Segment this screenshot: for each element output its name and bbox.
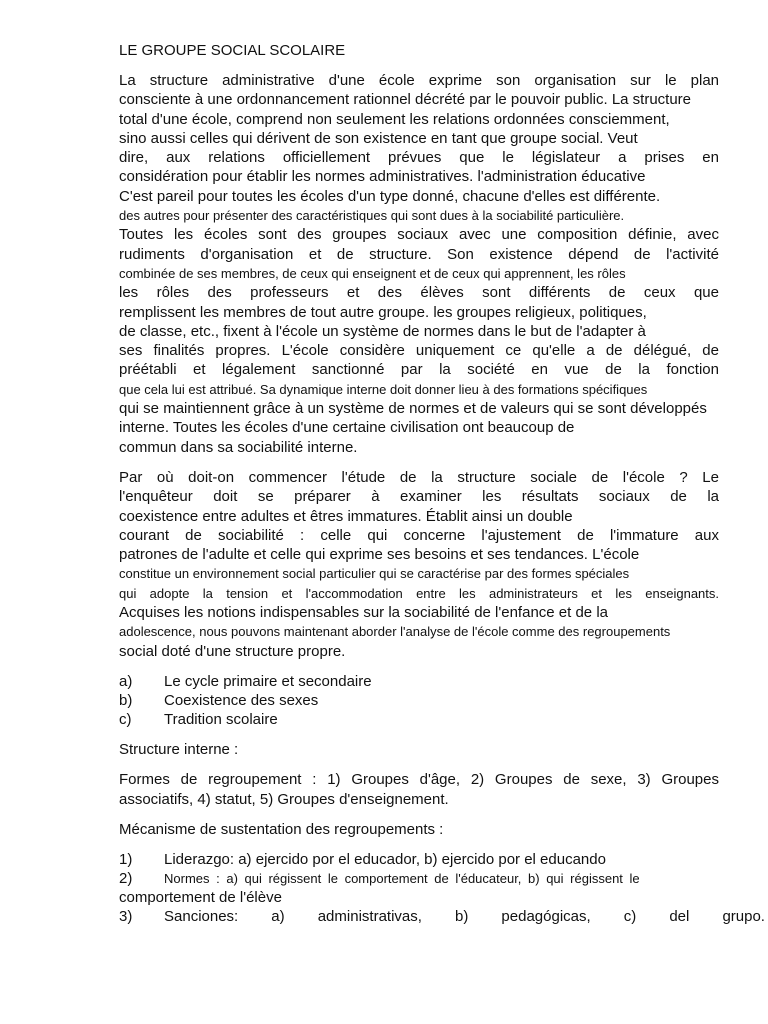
list-marker: 2) <box>119 870 133 888</box>
list-text: Tradition scolaire <box>164 710 278 728</box>
text-line: C'est pareil pour toutes les écoles d'un type donné, chacune d'elles est différente. <box>119 187 661 205</box>
text-line: Formes de regroupement : 1) Groupes d'âge, 2) Groupes de sexe, 3) Groupes <box>119 771 719 789</box>
list-text: Coexistence des sexes <box>164 691 319 709</box>
text-line: qui se maintiennent grâce à un système de normes et de valeurs qui se sont développés <box>119 400 707 418</box>
list-item <box>119 691 719 710</box>
list-word: c) <box>623 908 637 926</box>
list-text: Sanciones: <box>164 908 239 926</box>
text-line: associatifs, 4) statut, 5) Groupes d'enseignement. <box>119 790 449 808</box>
list-text: Normes : a) qui régissent le comportement de l'éducateur, b) qui régissent le <box>164 871 640 887</box>
text-line: coexistence entre adultes et êtres immatures. Établit ainsi un double <box>119 507 573 525</box>
text-line: adolescence, nous pouvons maintenant aborder l'analyse de l'école comme des regroupements <box>119 624 671 640</box>
paragraph-etude <box>119 468 719 661</box>
text-line: rudiments d'organisation et de structure. Son existence dépend de l'activité <box>119 245 719 263</box>
list-item <box>119 869 719 888</box>
paragraph-structure <box>119 71 719 457</box>
text-line: total d'une école, comprend non seulement les relations ordonnées consciemment, <box>119 110 670 128</box>
list-word: b) <box>455 908 469 926</box>
list-text-continued: comportement de l'élève <box>119 889 282 907</box>
text-line: constitue un environnement social particulier qui se caractérise par des formes spéciales <box>119 566 630 582</box>
text-line: La structure administrative d'une école exprime son organisation sur le plan <box>119 72 719 89</box>
text-line: préétabli et légalement sanctionné par la société en vue de la fonction <box>119 361 719 379</box>
list-text: Le cycle primaire et secondaire <box>164 672 372 690</box>
text-line: remplissent les membres de tout autre groupe. les groupes religieux, politiques, <box>119 303 647 321</box>
mecanisme-heading: Mécanisme de sustentation des regroupements : <box>119 820 444 838</box>
list-word: grupo. <box>722 908 765 926</box>
text-line: consciente à une ordonnancement rationnel décrété par le pouvoir public. La structure <box>119 91 692 109</box>
text-line: social doté d'une structure propre. <box>119 642 346 660</box>
text-line: Acquises les notions indispensables sur la sociabilité de l'enfance et de la <box>119 604 608 622</box>
structure-heading: Structure interne : <box>119 740 239 758</box>
list-item <box>119 850 719 869</box>
text-line: qui adopte la tension et l'accommodation entre les administrateurs et les enseignants. <box>119 585 719 601</box>
list-marker: 3) <box>119 908 133 926</box>
text-line: l'enquêteur doit se préparer à examiner les résultats sociaux de la <box>119 488 719 506</box>
list-item <box>119 907 765 926</box>
text-line: dire, aux relations officiellement prévues que le législateur a prises en <box>119 149 719 167</box>
text-line: courant de sociabilité : celle qui concerne l'ajustement de l'immature aux <box>119 526 719 544</box>
list-marker: c) <box>119 710 132 728</box>
list-text: Liderazgo: a) ejercido por el educador, b) ejercido por el educando <box>164 851 606 869</box>
list-word: pedagógicas, <box>501 908 591 926</box>
text-line: les rôles des professeurs et des élèves sont différents de ceux que <box>119 284 719 302</box>
text-line: Par où doit-on commencer l'étude de la structure sociale de l'école ? Le <box>119 468 719 486</box>
list-item <box>119 672 719 691</box>
text-line: que cela lui est attribué. Sa dynamique interne doit donner lieu à des formations spécifiques <box>119 381 648 397</box>
text-line: Toutes les écoles sont des groupes sociaux avec une composition définie, avec <box>119 226 719 244</box>
document-page <box>119 41 765 926</box>
list-marker: b) <box>119 691 133 709</box>
list-marker: 1) <box>119 851 133 869</box>
text-line: combinée de ses membres, de ceux qui enseignent et de ceux qui apprennent, les rôles <box>119 265 626 281</box>
text-line: considération pour établir les normes administratives. l'administration éducative <box>119 168 646 186</box>
paragraph-formes <box>119 770 719 809</box>
list-word: a) <box>271 908 285 926</box>
text-line: sino aussi celles qui dérivent de son existence en tant que groupe social. Veut <box>119 129 638 147</box>
sanciones-words <box>164 907 765 926</box>
list-word: del <box>669 908 690 926</box>
text-line: ses finalités propres. L'école considère uniquement ce qu'elle a de délégué, de <box>119 342 719 360</box>
list-marker: a) <box>119 672 133 690</box>
document-title: LE GROUPE SOCIAL SCOLAIRE <box>119 42 346 59</box>
list-abc <box>119 672 719 729</box>
text-line: de classe, etc., fixent à l'école un système de normes dans le but de l'adapter à <box>119 322 646 340</box>
list-item <box>119 710 719 729</box>
text-line: interne. Toutes les écoles d'une certaine civilisation ont beaucoup de <box>119 419 575 437</box>
list-mecanisme <box>119 850 765 926</box>
text-line: commun dans sa sociabilité interne. <box>119 438 358 456</box>
list-word: administrativas, <box>317 908 422 926</box>
text-line: patrones de l'adulte et celle qui exprime ses besoins et ses tendances. L'école <box>119 546 640 564</box>
text-line: des autres pour présenter des caractéristiques qui sont dues à la sociabilité particulière. <box>119 208 625 224</box>
